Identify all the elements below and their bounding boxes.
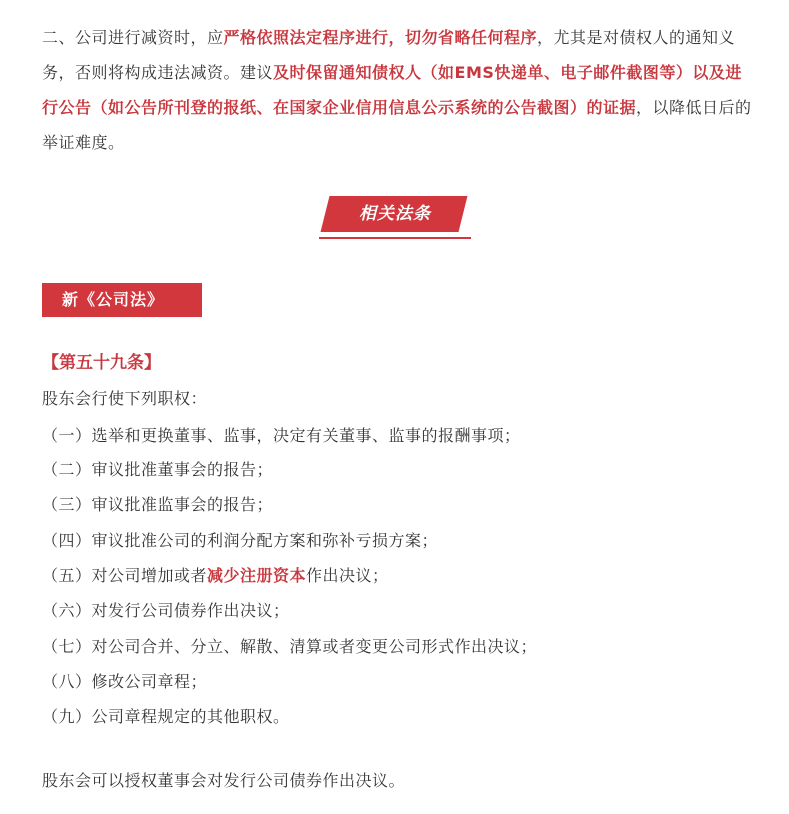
list-item xyxy=(42,421,521,451)
article-title: 【第五十九条】 xyxy=(42,353,161,373)
item-text: （四）审议批准公司的利润分配方案和弥补亏损方案； xyxy=(42,531,439,550)
item-text: （七）对公司合并、分立、解散、清算或者变更公司形式作出决议； xyxy=(42,637,538,656)
item-text: （五）对公司增加或者 xyxy=(42,566,208,585)
item-text-suffix: 作出决议； xyxy=(306,566,389,585)
list-item xyxy=(42,702,290,732)
item-text: （九）公司章程规定的其他职权。 xyxy=(42,707,290,726)
list-item xyxy=(42,632,537,662)
intro-paragraph xyxy=(42,20,752,160)
intro-text-3: ，以降低日后的举证难度。 xyxy=(42,98,752,152)
list-item xyxy=(42,596,290,626)
item-text: （一）选举和更换董事、监事，决定有关董事、监事的报酬事项； xyxy=(42,426,521,445)
list-item xyxy=(42,455,273,485)
list-item xyxy=(42,490,273,520)
banner-underline xyxy=(319,237,471,239)
item-text: （六）对发行公司债券作出决议； xyxy=(42,601,290,620)
section-banner xyxy=(319,196,471,240)
intro-text-1: 二、公司进行减资时，应 xyxy=(42,28,224,47)
item-highlight-reduce-capital: 减少注册资本 xyxy=(207,566,307,585)
section-banner-title: 相关法条 xyxy=(359,204,431,224)
intro-highlight-evidence: 及时保留通知债权人（如EMS快递单、电子邮件截图等）以及进行公告（如公告所刊登的报纸、在国家企业信用信息公示系统的公告截图）的证据 xyxy=(42,63,742,117)
article-lead: 股东会行使下列职权： xyxy=(42,389,208,408)
law-title-box: 新《公司法》 xyxy=(42,283,202,317)
intro-highlight-procedure: 严格依照法定程序进行，切勿省略任何程序 xyxy=(223,28,538,47)
item-text: （三）审议批准监事会的报告； xyxy=(42,495,274,514)
list-item xyxy=(42,526,438,556)
item-text: （八）修改公司章程； xyxy=(42,672,208,691)
intro-text-2: ，尤其是对债权人的通知义务，否则将构成违法减资。建议 xyxy=(42,28,736,82)
item-text: （二）审议批准董事会的报告； xyxy=(42,460,274,479)
list-item xyxy=(42,667,207,697)
list-item xyxy=(42,561,389,591)
closing-paragraph: 股东会可以授权董事会对发行公司债券作出决议。 xyxy=(42,771,406,790)
